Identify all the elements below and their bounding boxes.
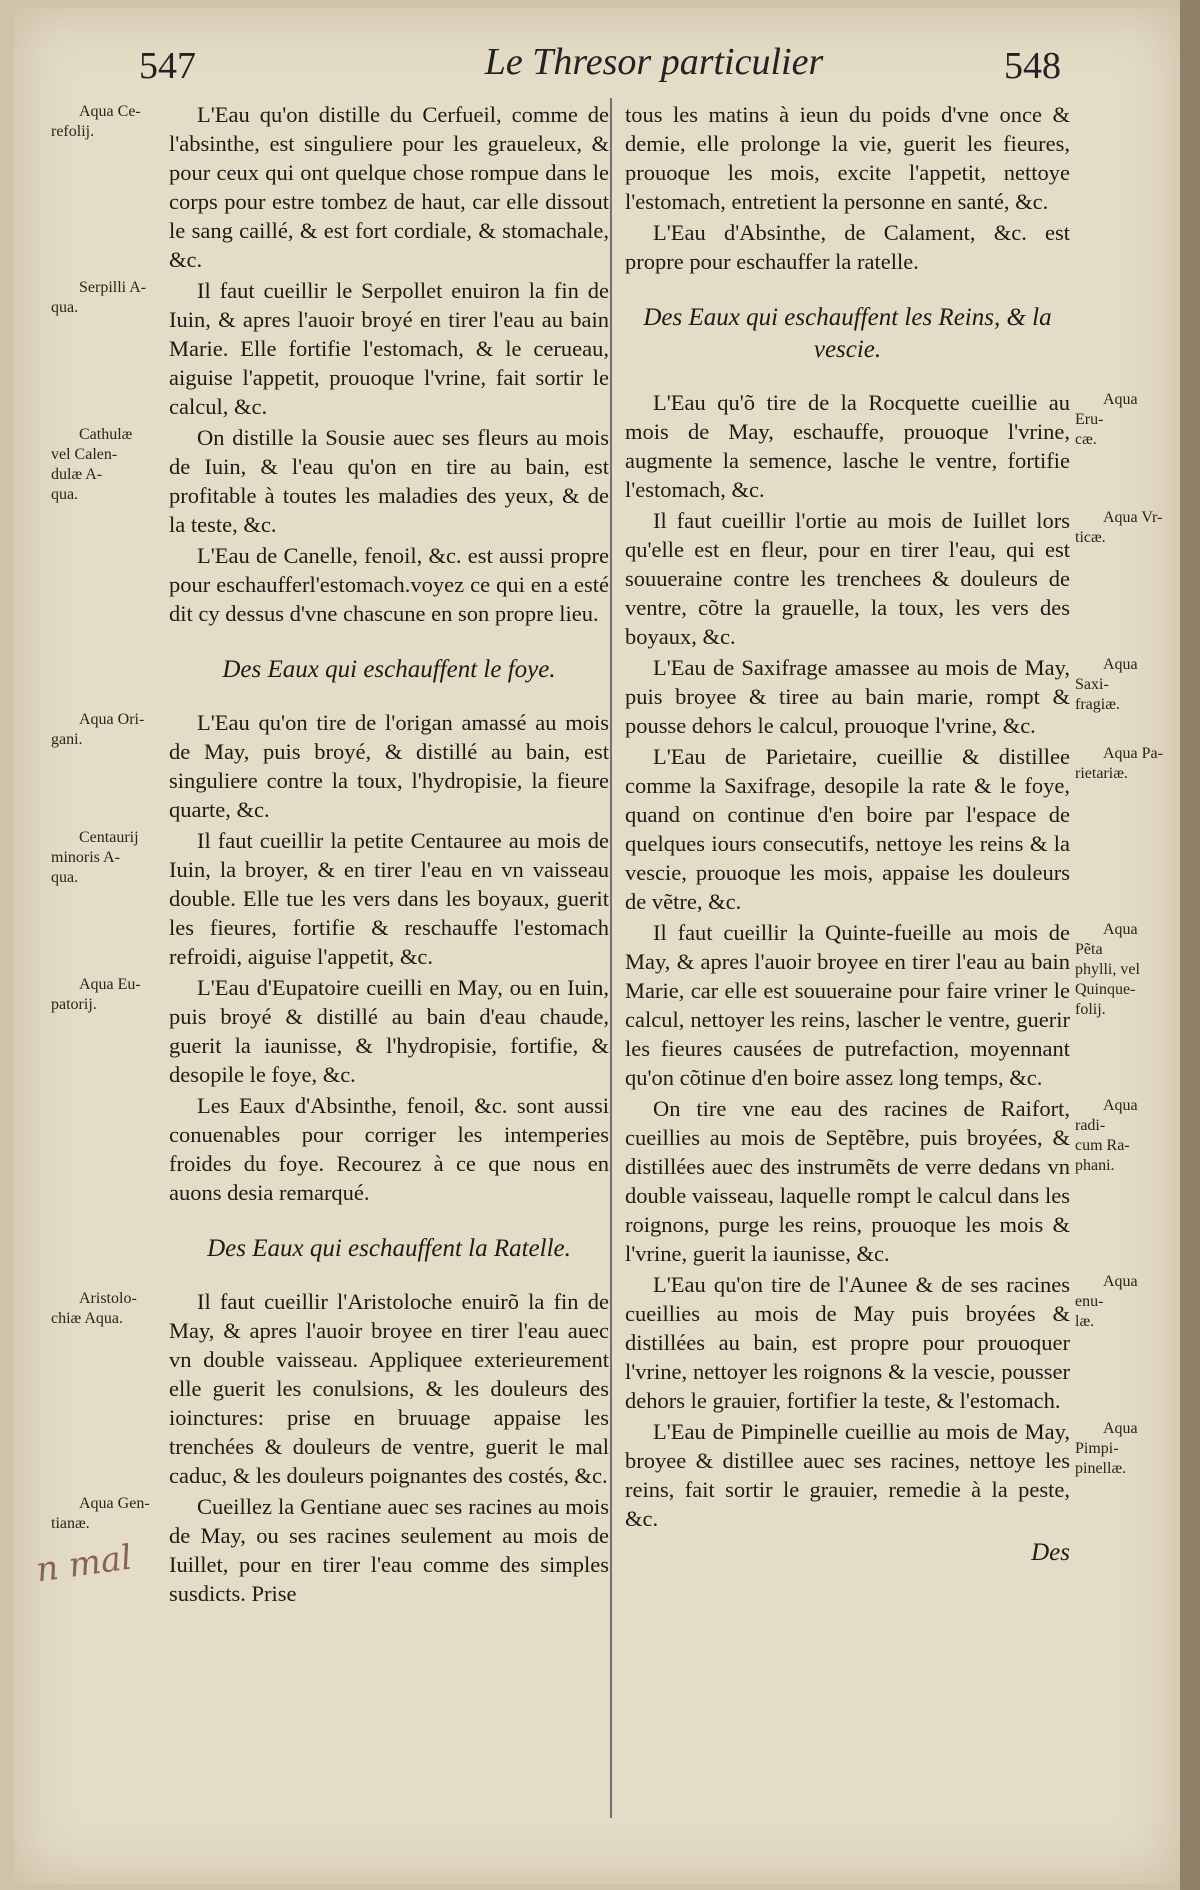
marginal-note: Aqua Pa- rietariæ. — [1075, 745, 1163, 782]
paragraph-text: L'Eau de Canelle, fenoil, &c. est aussi propre pour eschaufferl'estomach.voyez ce qui en a esté dit cy dessus d'vne chascune en son propre lieu. — [169, 543, 609, 626]
paragraph — [625, 100, 1070, 216]
paragraph-text: L'Eau qu'õ tire de la Rocquette cueillie au mois de May, eschauffe, prouoque l'vrine, augmente la semence, lasche le ventre, fortifie l'estomach, &c. — [625, 390, 1070, 502]
paragraph-text: Il faut cueillir la petite Centauree au mois de Iuin, la broyer, & en tirer l'eau en vn vaisseau double. Elle tue les vers dans les boyaux, guerit les fieures, fortifie & reschauffe l'estomach refroidi, aiguise l'appetit, &c. — [169, 828, 609, 969]
marginal-note: Aqua enu- læ. — [1075, 1273, 1138, 1330]
running-title: Le Thresor particulier — [484, 41, 824, 83]
marginal-note: Aqua Gen- tianæ. — [51, 1495, 150, 1532]
paragraph-text: tous les matins à ieun du poids d'vne once & demie, elle prolonge la vie, guerit les fieures, prouoque les mois, excite l'appetit, nettoye l'estomach, entretient la personne en santé, &c. — [625, 102, 1070, 214]
paragraph-text: L'Eau de Parietaire, cueillie & distillee comme la Saxifrage, desopile la rate & le foye, quand on continue d'en boire par l'espace de quelques iours consecutifs, nettoye les reins & la vescie, prouoque les mois, appaise les douleurs de vẽtre, &c. — [625, 744, 1070, 914]
paragraph-text: L'Eau qu'on tire de l'origan amassé au mois de May, puis broyé, & distillé au bain, est singuliere contre la toux, l'hydropisie, la fieure quarte, &c. — [169, 710, 609, 822]
paragraph-text: L'Eau d'Eupatoire cueilli en May, ou en Iuin, puis broyé & distillé au bain d'eau chaude, guerit la iaunisse, & l'hydropisie, fortifie, & desopile le foye, &c. — [169, 975, 609, 1087]
paragraph-text: On tire vne eau des racines de Raifort, cueillies au mois de Septẽbre, puis broyées, & distillées auec des instrumẽts de verre dedans vn double vaisseau, laquelle rompt le calcul dans les roignons, purge les reins, prouoque les mois & l'vrine, guerit la iaunisse, &c. — [625, 1096, 1070, 1266]
paragraph-text: Il faut cueillir la Quinte-fueille au mois de May, & apres l'auoir broyee en tirer l'eau au bain Marie, car elle est souueraine pour faire vriner le calcul, nettoyer les reins, lascher le ventre, guerir les fieures causées de putrefaction, moyennant qu'on cõtinue d'en boire assez long temps, &c. — [625, 920, 1070, 1090]
paragraph — [51, 100, 609, 274]
page-edge — [1180, 0, 1200, 1890]
paragraph — [625, 653, 1138, 740]
marginal-note: Aqua Pimpi- pinellæ. — [1075, 1420, 1138, 1477]
paragraph-text: L'Eau de Saxifrage amassee au mois de May, puis broyee & tiree au bain marie, rompt & pousse dehors le calcul, prouoque l'vrine, &c. — [625, 655, 1070, 738]
paragraph — [625, 1417, 1138, 1533]
marginal-note: Aqua Saxi- fragiæ. — [1075, 656, 1138, 713]
section-heading: Des Eaux qui eschauffent la Ratelle. — [207, 1235, 571, 1262]
paragraph-text: L'Eau qu'on tire de l'Aunee & de ses racines cueillies au mois de May puis broyées & distillées au bain, est propre pour prouoquer l'vrine, nettoyer les roignons & la vescie, pousser dehors le grauier, fortifier la teste, & l'estomach. — [625, 1272, 1070, 1413]
marginal-note: Aqua Eru- cæ. — [1075, 391, 1138, 448]
section-heading: Des Eaux qui eschauffent les Reins, & la vescie. — [643, 304, 1052, 363]
paragraph — [625, 1270, 1138, 1415]
column-divider — [610, 98, 612, 1818]
handwritten-annotation: n mal — [33, 1537, 135, 1591]
paragraph — [169, 1091, 609, 1207]
paragraph — [51, 826, 609, 971]
paragraph-text: L'Eau d'Absinthe, de Calament, &c. est propre pour eschauffer la ratelle. — [625, 220, 1070, 274]
paragraph — [51, 1287, 609, 1490]
section-heading: Des Eaux qui eschauffent le foye. — [222, 656, 556, 683]
marginal-note: Aqua Eu- patorij. — [51, 976, 141, 1013]
paragraph-text: Cueillez la Gentiane auec ses racines au mois de May, ou ses racines seulement au mois de Iuillet, pour en tirer l'eau comme des simples susdicts. Prise — [169, 1494, 609, 1606]
paragraph-text: Les Eaux d'Absinthe, fenoil, &c. sont aussi conuenables pour corriger les intemperies froides du foye. Recourez à ce que nous en auons desia remarqué. — [169, 1093, 609, 1205]
paragraph — [51, 423, 609, 539]
paragraph — [625, 742, 1163, 916]
page-number-right: 548 — [1004, 45, 1061, 87]
marginal-note: Aqua radi- cum Ra- phani. — [1075, 1097, 1138, 1174]
paragraph — [51, 276, 609, 421]
paragraph-text: Il faut cueillir l'Aristoloche enuirõ la fin de May, & apres l'auoir broyee en tirer l'eau auec vn double vaisseau. Appliquee exterieurement elle guerit les conulsions, & les douleurs des ioinctures: prise en bruuage appaise les trenchées & douleurs de ventre, guerit le mal caduc, & les douleurs poignantes des costés, &c. — [169, 1289, 609, 1488]
marginal-note: Aqua Vr- ticæ. — [1075, 509, 1163, 546]
paragraph — [169, 541, 609, 628]
book-page — [14, 8, 1180, 1884]
paragraph — [51, 973, 609, 1089]
paragraph-text: L'Eau de Pimpinelle cueillie au mois de May, broyee & distillee auec ses racines, nettoye les reins, fait sortir le grauier, remedie à la peste, &c. — [625, 1419, 1070, 1531]
paragraph — [51, 708, 609, 824]
right-column — [625, 100, 1163, 1567]
paragraph — [625, 218, 1070, 276]
paragraph-text: Il faut cueillir l'ortie au mois de Iuillet lors qu'elle est en fleur, pour en tirer l'eau, qui est souueraine contre les trenchees & douleurs de ventre, cõtre la grauelle, la toux, les vers des boyaux, &c. — [625, 508, 1070, 649]
paragraph-text: On distille la Sousie auec ses fleurs au mois de Iuin, & l'eau qu'on en tire au bain, est profitable à toutes les maladies des yeux, & de la teste, &c. — [169, 425, 609, 537]
paragraph — [625, 506, 1163, 651]
marginal-note: Aqua Ori- gani. — [51, 711, 145, 748]
page-number-left: 547 — [139, 45, 196, 87]
marginal-note: Aqua Ce- refolij. — [51, 103, 141, 140]
paragraph — [625, 1094, 1138, 1268]
marginal-note: Centaurij minoris A- qua. — [51, 829, 139, 886]
paragraph — [625, 918, 1140, 1092]
marginal-note: Aqua Pẽta phylli, vel Quinque- folij. — [1075, 921, 1140, 1018]
paragraph-text: L'Eau qu'on distille du Cerfueil, comme de l'absinthe, est singuliere pour les graueleux, & pour ceux qui ont quelque chose rompue dans le corps pour estre tombez de haut, car elle dissout le sang caillé, & est fort cordiale, & stomachale, &c. — [169, 102, 609, 272]
paragraph-text: Il faut cueillir le Serpollet enuiron la fin de Iuin, & apres l'auoir broyé en tirer l'eau au bain Marie. Elle fortifie l'estomach, & le cerueau, aiguise l'appetit, prouoque l'vrine, fait sortir le calcul, &c. — [169, 278, 609, 419]
paragraph — [625, 388, 1138, 504]
marginal-note: Serpilli A- qua. — [51, 279, 147, 316]
marginal-note: Cathulæ vel Calen- dulæ A- qua. — [51, 426, 133, 503]
marginal-note: Aristolo- chiæ Aqua. — [51, 1290, 137, 1327]
catchword: Des — [1031, 1539, 1070, 1566]
page-header — [14, 34, 1180, 94]
